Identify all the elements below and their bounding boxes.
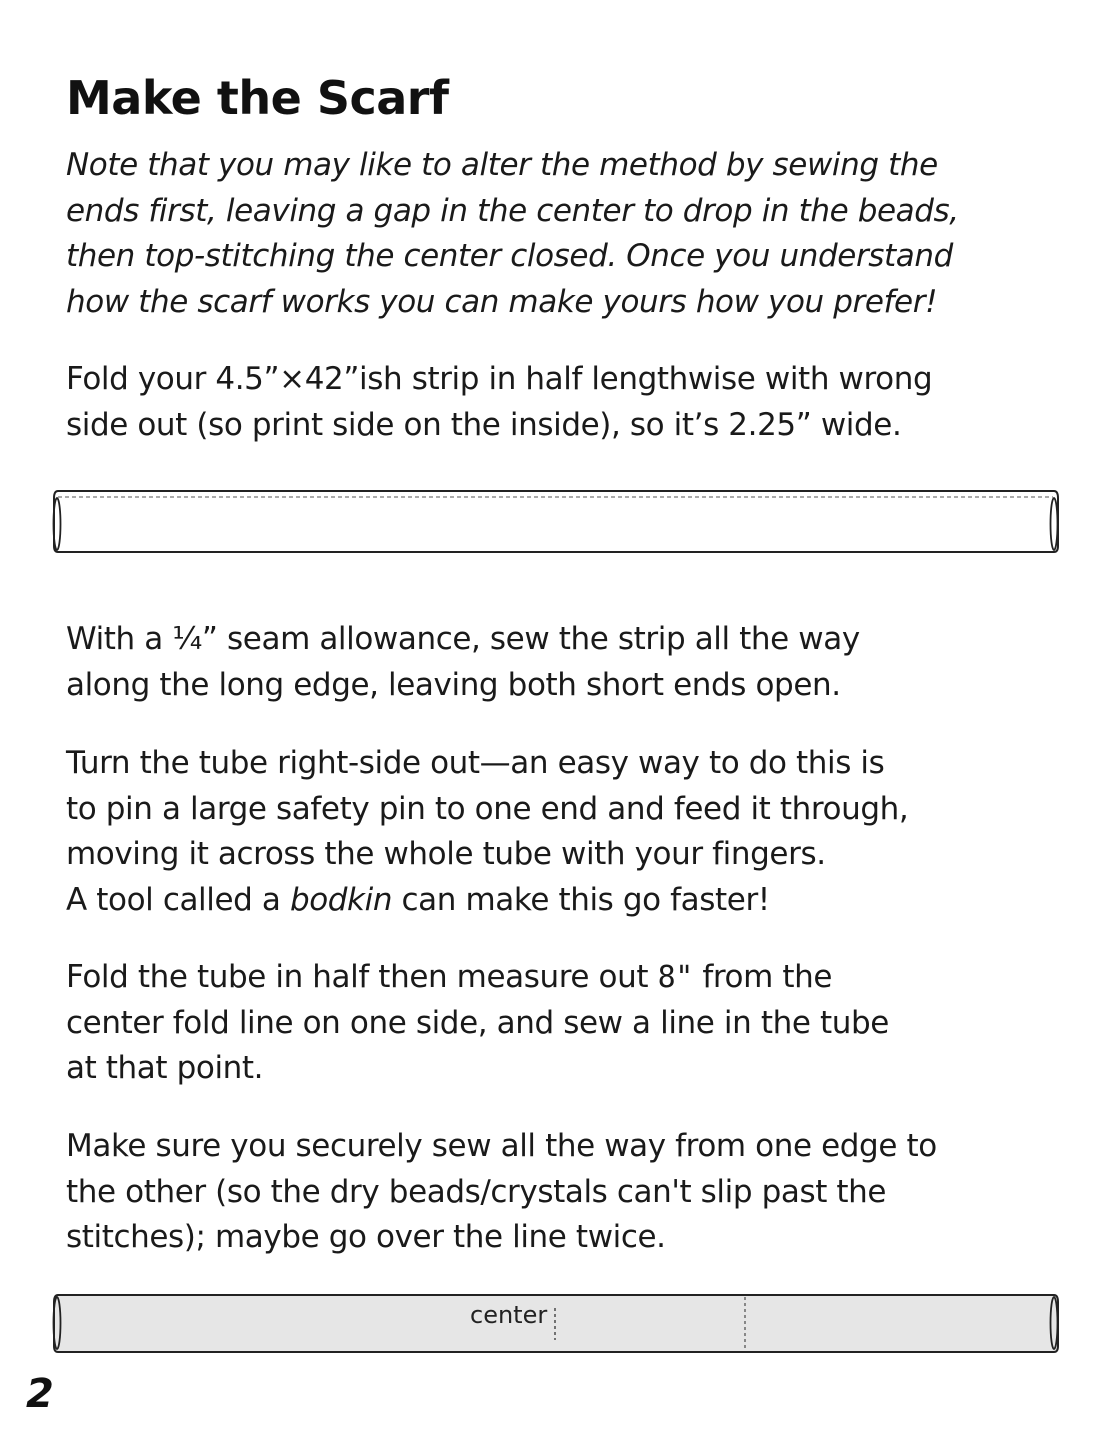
measure-value: 8": [657, 960, 693, 995]
tube-illustration: [50, 1290, 1062, 1358]
sew-line: along the long edge, leaving both short ends open.: [66, 666, 841, 703]
measure-line: [66, 955, 1066, 1001]
secure-line: the other (so the dry beads/crystals can't slip past the: [66, 1173, 887, 1210]
secure-instructions: [66, 1124, 1066, 1261]
note-line: ends first, leaving a gap in the center to drop in the beads,: [66, 192, 959, 229]
measure-text: Fold the tube in half then measure out: [66, 959, 658, 995]
turn-text: can make this go faster!: [392, 881, 770, 918]
fold-instructions: [66, 357, 1066, 448]
fold-line: Fold your 4.5”×42”ish strip in half lengthwise with wrong: [66, 361, 933, 397]
page-number: 2: [26, 1371, 54, 1417]
sew-line: With a ¼” seam allowance, sew the strip all the way: [66, 621, 860, 657]
bodkin-term: bodkin: [289, 881, 393, 918]
sew-instructions: [66, 617, 1066, 708]
fold-line: side out (so print side on the inside), so it’s 2.25” wide.: [66, 406, 902, 443]
folded-strip-diagram: [50, 484, 1062, 560]
folded-strip-illustration: [50, 484, 1062, 560]
turn-line-last: [66, 878, 1066, 924]
turn-line: to pin a large safety pin to one end and feed it through,: [66, 790, 909, 827]
page-title: Make the Scarf: [66, 71, 449, 125]
secure-line: Make sure you securely sew all the way from one edge to: [66, 1128, 937, 1164]
measure-line: at that point.: [66, 1050, 264, 1086]
secure-line: stitches); maybe go over the line twice.: [66, 1219, 666, 1255]
note-line: Note that you may like to alter the method by sewing the: [66, 147, 938, 183]
measure-instructions: [66, 955, 1066, 1092]
tube-diagram: [50, 1290, 1062, 1358]
turn-instructions: [66, 741, 1066, 923]
measure-text: from the: [692, 959, 833, 995]
turn-line: moving it across the whole tube with your fingers.: [66, 836, 826, 872]
turn-line: Turn the tube right-side out—an easy way to do this is: [66, 745, 885, 781]
note-paragraph: [66, 143, 1066, 325]
note-line: how the scarf works you can make yours how you prefer!: [66, 283, 938, 320]
note-line: then top-stitching the center closed. Once you understand: [66, 238, 953, 274]
turn-text: A tool called a: [66, 881, 290, 918]
measure-line: center fold line on one side, and sew a line in the tube: [66, 1004, 889, 1041]
center-label: center: [470, 1301, 548, 1329]
